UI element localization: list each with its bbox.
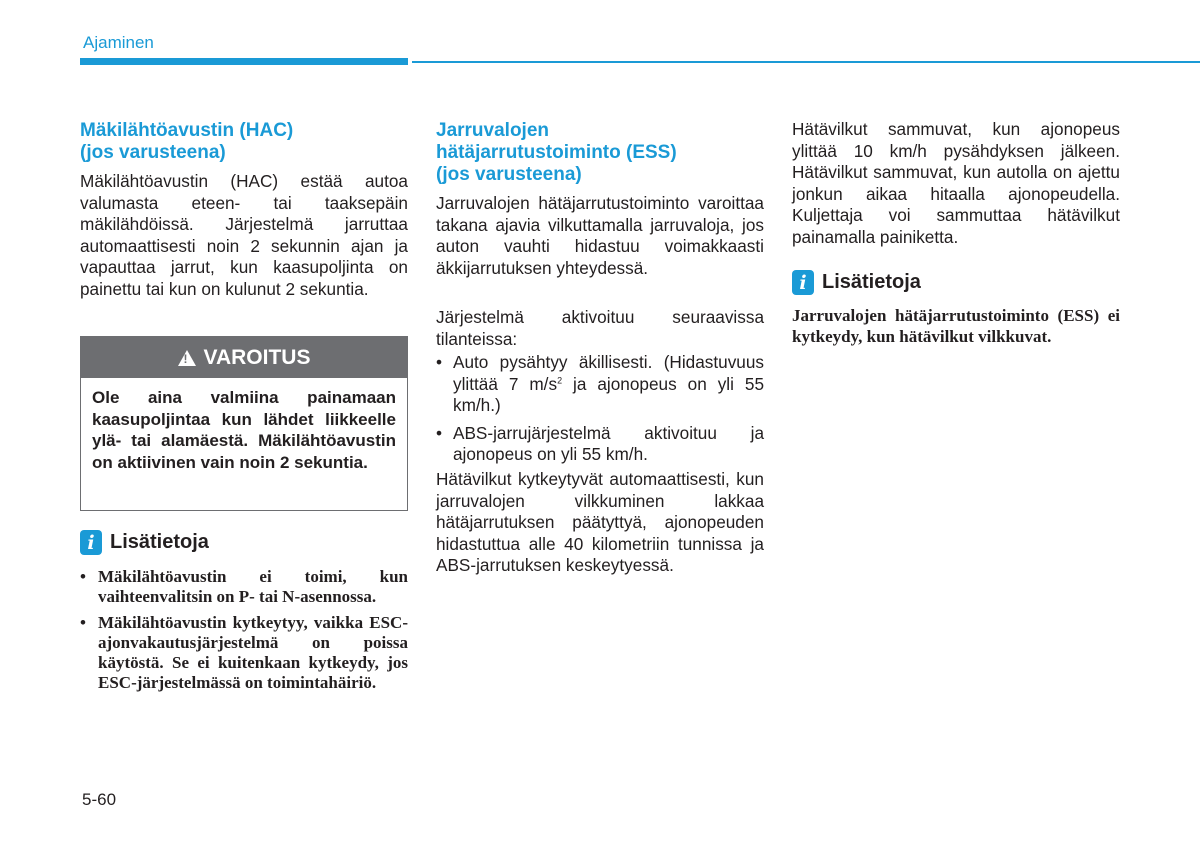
warning-text: Ole aina valmiina painamaan kaasupoljintaa kun lähdet liikkeelle ylä- tai alamäestä. Mäkilähtöavustin on aktiivinen vain noin 2 sekuntia. <box>92 388 396 472</box>
hac-info-list <box>80 567 408 699</box>
hac-heading <box>80 120 293 164</box>
ess-heading-line1: Jarruvalojen <box>436 120 549 141</box>
warning-box <box>80 336 408 511</box>
header-rule-thin <box>412 61 1200 63</box>
info-icon: i <box>792 270 814 295</box>
list-item: • ABS-jarrujärjestelmä aktivoituu ja ajonopeus on yli 55 km/h. <box>436 423 764 466</box>
hazard-off-text: Hätävilkut sammuvat, kun ajonopeus ylittää 10 km/h pysähdyksen jälkeen. Hätävilkut sammuvat, kun autolla on ajettu jonkun aikaa hitaalla ajonopeudella. Kuljettaja voi sammuttaa hätävilkut painamalla painiketta. <box>792 119 1120 247</box>
ess-heading-line3: (jos varusteena) <box>436 164 582 185</box>
warning-title: VAROITUS <box>203 345 311 369</box>
ess-info-text: Jarruvalojen hätäjarrutustoiminto (ESS) ei kytkeydy, kun hätävilkut vilkkuvat. <box>792 306 1120 346</box>
header-rule-thick <box>80 58 408 65</box>
page-number: 5-60 <box>82 790 117 809</box>
warning-triangle-icon: ! <box>178 350 196 366</box>
ess-heading-line2: hätäjarrutustoiminto (ESS) <box>436 142 677 163</box>
ess-heading <box>436 120 677 186</box>
info-icon: i <box>80 530 102 555</box>
info-title: Lisätietoja <box>822 271 921 293</box>
list-item: • Auto pysähtyy äkillisesti. (Hidastuvuus ylittää 7 $m/s^2$ ja ajonopeus on yli 55 km/h.) <box>436 352 764 417</box>
section-title: Ajaminen <box>83 33 154 52</box>
hac-heading-line1: Mäkilähtöavustin (HAC) <box>80 120 294 141</box>
info-header-hac <box>80 530 209 555</box>
ess-description: Jarruvalojen hätäjarrutustoiminto varoittaa takana ajavia vilkuttamalla jarruvaloja, jos auton vauhti hidastuu voimakkaasti äkkijarrutuksen yhteydessä. <box>436 193 764 278</box>
hac-heading-line2: (jos varusteena) <box>80 142 226 163</box>
ess-activation-intro: Järjestelmä aktivoituu seuraavissa tilanteissa: <box>436 307 764 349</box>
ess-hazard-text: Hätävilkut kytkeytyvät automaattisesti, kun jarruvalojen vilkkuminen lakkaa hätäjarrutuksen päätyttyä, ajonopeuden hidastuttua alle 40 kilometriin tunnissa ja ABS-jarrutuksen keskeytyessä. <box>436 469 764 575</box>
warning-header <box>81 337 407 378</box>
list-item: • Mäkilähtöavustin kytkeytyy, vaikka ESC-ajonvakautusjärjestelmä on poissa käytöstä. Se ei kuitenkaan kytkeydy, jos ESC-järjestelmässä on toimintahäiriö. <box>80 613 408 693</box>
info-title: Lisätietoja <box>110 531 209 553</box>
ess-activation-list <box>436 352 764 472</box>
hac-description: Mäkilähtöavustin (HAC) estää autoa valumasta eteen- tai taaksepäin mäkilähdöissä. Järjestelmä jarruttaa automaattisesti noin 2 sekunnin ajan ja vapauttaa jarrut, kun kaasupoljinta on painettu tai kun on kulunut 2 sekuntia. <box>80 171 408 299</box>
list-item: • Mäkilähtöavustin ei toimi, kun vaihteenvalitsin on P- tai N-asennossa. <box>80 567 408 607</box>
info-header-ess <box>792 270 921 295</box>
